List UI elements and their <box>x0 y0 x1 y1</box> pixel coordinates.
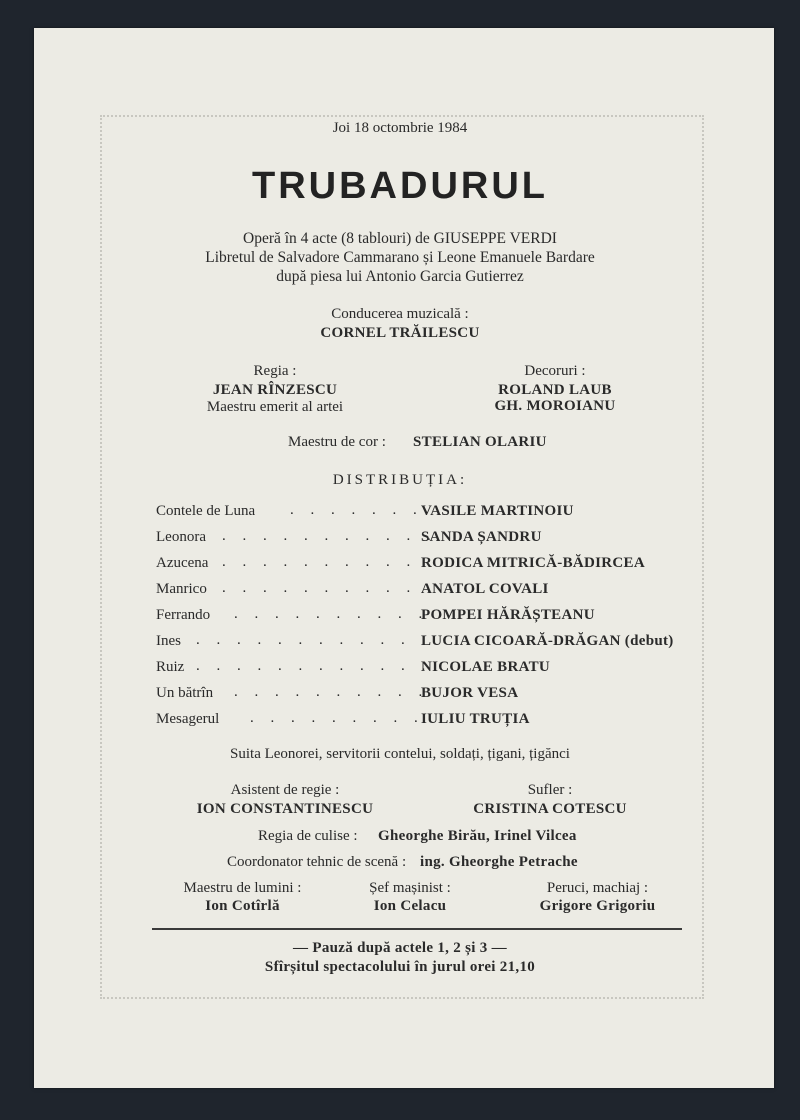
cast-role: Manrico <box>156 581 207 597</box>
cast-role: Ruiz <box>156 659 185 675</box>
cast-actor: NICOLAE BRATU <box>421 659 551 675</box>
intermission-note: — Pauză după actele 1, 2 și 3 — <box>293 940 507 956</box>
cast-role: Leonora <box>156 529 206 545</box>
cast-role: Un bătrîn <box>156 685 214 701</box>
cast-dots: . . . . . . . <box>290 502 424 518</box>
cast-actor: ANATOL COVALI <box>421 581 549 597</box>
prompter-label: Sufler : <box>527 782 573 798</box>
opera-title: TRUBADURUL <box>252 165 548 207</box>
cast-dots: . . . . . . . . . . <box>234 606 429 622</box>
cast-dots: . . . . . . . . . . . . <box>196 632 432 648</box>
lighting-label: Maestru de lumini : <box>183 880 302 896</box>
assistant-label: Asistent de regie : <box>230 782 340 798</box>
cast-actor: SANDA ȘANDRU <box>421 529 542 545</box>
ensemble-note: Suita Leonorei, servitorii contelui, soldați, țigani, țigănci <box>230 746 570 762</box>
machinist-name: Ion Celacu <box>373 898 447 914</box>
cast-actor: LUCIA CICOARĂ-DRĂGAN (debut) <box>421 633 674 649</box>
cast-dots: . . . . . . . . . . <box>234 684 429 700</box>
machinist-label: Șef mașinist : <box>369 880 451 896</box>
divider-line <box>152 928 682 930</box>
chorus-master-name: STELIAN OLARIU <box>413 434 547 450</box>
subtitle-line-1: Operă în 4 acte (8 tablouri) de GIUSEPPE VERDI <box>243 230 557 247</box>
director-title: Maestru emerit al artei <box>206 399 344 415</box>
chorus-label: Maestru de cor : <box>288 434 386 450</box>
makeup-name: Grigore Grigoriu <box>539 898 656 914</box>
prompter-name: CRISTINA COTESCU <box>473 801 627 817</box>
sets-label: Decoruri : <box>524 363 586 379</box>
lighting-name: Ion Cotîrlă <box>205 898 280 914</box>
stage-direction-label: Regia de culise : <box>258 828 358 844</box>
set-designer-2: GH. MOROIANU <box>494 398 616 414</box>
cast-role: Azucena <box>156 555 209 571</box>
stage-direction-names: Gheorghe Birău, Irinel Vilcea <box>378 828 577 844</box>
end-time-note: Sfîrșitul spectacolului în jurul orei 21,10 <box>264 959 536 975</box>
cast-dots: . . . . . . . . . . . <box>222 554 438 570</box>
performance-date: Joi 18 octombrie 1984 <box>332 120 468 136</box>
cast-dots: . . . . . . . . . . . <box>222 528 438 544</box>
set-designer-1: ROLAND LAUB <box>498 382 612 398</box>
cast-actor: RODICA MITRICĂ-BĂDIRCEA <box>421 555 645 571</box>
assistant-name: ION CONSTANTINESCU <box>196 801 374 817</box>
conductor-label: Conducerea muzicală : <box>331 306 469 322</box>
direction-label: Regia : <box>253 363 297 379</box>
cast-dots: . . . . . . . . . . . <box>222 580 438 596</box>
cast-actor: VASILE MARTINOIU <box>421 503 574 519</box>
tech-coordinator-name: ing. Gheorghe Petrache <box>420 854 578 870</box>
cast-heading: DISTRIBUȚIA: <box>332 472 468 488</box>
cast-actor: POMPEI HĂRĂȘTEANU <box>421 607 595 623</box>
cast-role: Ines <box>156 633 181 649</box>
tech-coordinator-label: Coordonator tehnic de scenă : <box>227 854 407 870</box>
cast-role: Mesagerul <box>156 711 220 727</box>
conductor-name: CORNEL TRĂILESCU <box>320 325 480 341</box>
director-name: JEAN RÎNZESCU <box>212 382 338 398</box>
cast-actor: BUJOR VESA <box>421 685 519 701</box>
cast-role: Ferrando <box>156 607 211 623</box>
makeup-label: Peruci, machiaj : <box>546 880 649 896</box>
cast-dots: . . . . . . . . . <box>250 710 425 726</box>
cast-actor: IULIU TRUȚIA <box>421 711 530 727</box>
subtitle-line-2: Libretul de Salvadore Cammarano și Leone Emanuele Bardare <box>205 249 595 266</box>
subtitle-line-3: după piesa lui Antonio Garcia Gutierrez <box>276 268 524 285</box>
cast-dots: . . . . . . . . . . . . <box>196 658 432 674</box>
cast-role: Contele de Luna <box>156 503 256 519</box>
